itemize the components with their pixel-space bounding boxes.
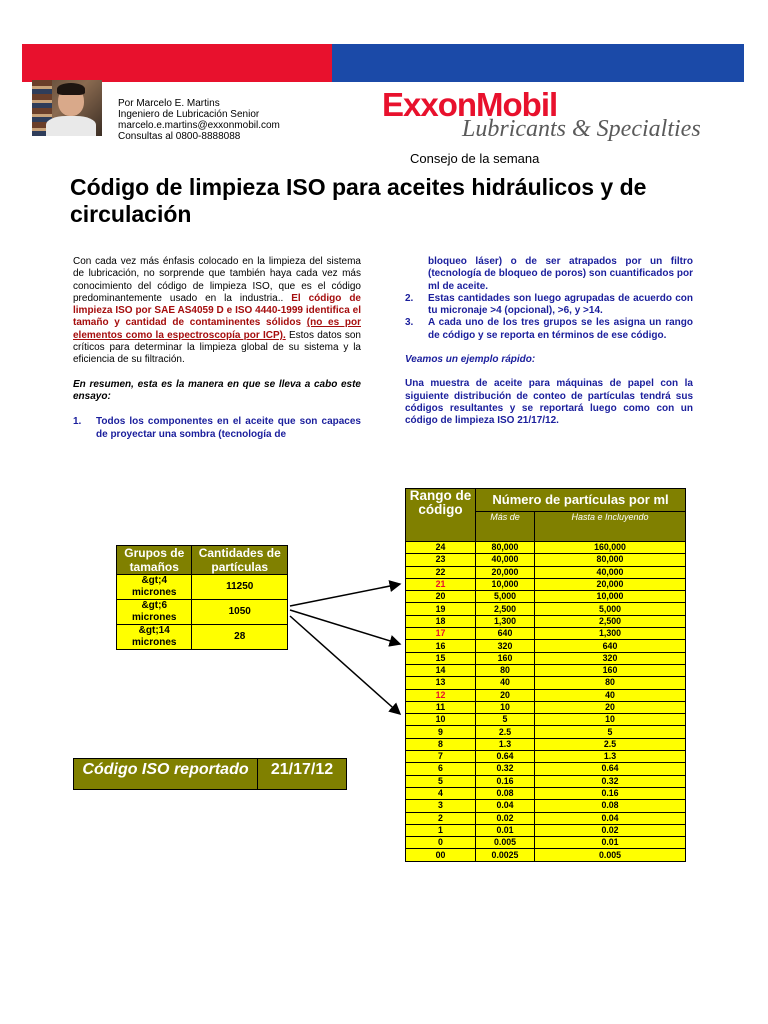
author-phone: Consultas al 0800-8888088 xyxy=(118,131,241,142)
range-from-cell: 5 xyxy=(476,714,535,726)
range-to-cell: 320 xyxy=(535,652,686,664)
table-row xyxy=(406,812,686,824)
range-from-cell: 10 xyxy=(476,701,535,713)
range-code-cell: 8 xyxy=(406,738,476,750)
range-to-cell: 0.02 xyxy=(535,824,686,836)
range-to-cell: 1.3 xyxy=(535,751,686,763)
range-to-cell: 0.32 xyxy=(535,775,686,787)
range-code-cell: 6 xyxy=(406,763,476,775)
range-code-cell: 13 xyxy=(406,677,476,689)
range-from-cell: 0.32 xyxy=(476,763,535,775)
arrow-to-code-17 xyxy=(290,610,400,644)
range-to-cell: 2,500 xyxy=(535,615,686,627)
range-code-cell: 5 xyxy=(406,775,476,787)
page-title: Código de limpieza ISO para aceites hidráulicos y de circulación xyxy=(70,174,647,227)
example-paragraph: Una muestra de aceite para máquinas de papel con la siguiente distribución de conteo de partículas tendrá sus códigos resultantes y se reportará luego como con un código de limpieza ISO 21/17/12. xyxy=(405,378,693,427)
range-code-cell: 2 xyxy=(406,812,476,824)
groups-header-size: Grupos de tamaños xyxy=(117,546,192,575)
range-code-cell: 14 xyxy=(406,664,476,676)
range-to-cell: 0.01 xyxy=(535,837,686,849)
table-row xyxy=(406,677,686,689)
range-to-cell: 10,000 xyxy=(535,591,686,603)
range-from-cell: 0.005 xyxy=(476,837,535,849)
range-code-cell: 21 xyxy=(406,578,476,590)
table-row xyxy=(406,542,686,554)
range-code-cell: 4 xyxy=(406,787,476,799)
table-row xyxy=(406,726,686,738)
range-code-cell: 24 xyxy=(406,542,476,554)
reported-iso-code xyxy=(73,758,347,790)
range-to-cell: 40 xyxy=(535,689,686,701)
range-from-cell: 1,300 xyxy=(476,615,535,627)
table-row xyxy=(406,615,686,627)
range-to-cell: 80,000 xyxy=(535,554,686,566)
table-row xyxy=(406,751,686,763)
table-row xyxy=(406,578,686,590)
example-heading: Veamos un ejemplo rápido: xyxy=(405,354,536,366)
range-from-cell: 80,000 xyxy=(476,542,535,554)
range-code-cell: 9 xyxy=(406,726,476,738)
range-code-cell: 00 xyxy=(406,849,476,861)
table-row xyxy=(406,554,686,566)
range-from-cell: 320 xyxy=(476,640,535,652)
range-to-cell: 5,000 xyxy=(535,603,686,615)
range-from-cell: 0.02 xyxy=(476,812,535,824)
table-row xyxy=(406,689,686,701)
range-from-cell: 2,500 xyxy=(476,603,535,615)
range-code-cell: 20 xyxy=(406,591,476,603)
list-item-2: 2. Estas cantidades son luego agrupadas de acuerdo con tu micronaje >4 (opcional), >6, y >14. xyxy=(405,292,693,317)
range-to-cell: 0.005 xyxy=(535,849,686,861)
range-from-cell: 0.01 xyxy=(476,824,535,836)
arrow-to-code-21 xyxy=(290,584,400,606)
intro-paragraph: Con cada vez más énfasis colocado en la limpieza del sistema de lubricación, no sorprende que también haya cada vez más conocimiento del código de limpieza ISO, que es el código predominantemente usado en la industria.. El código de limpieza ISO por SAE AS4059 D e ISO 4440-1999 identifica el tamaño y cantidad de contaminentes sólidos (no es por elementos como la espectroscopía por ICP). Estos datos son críticos para determinar la limpieza global de su sistema y la eficiencia de su filtración. xyxy=(73,256,361,366)
summary-paragraph: En resumen, esta es la manera en que se lleva a cabo este ensayo: xyxy=(73,378,361,402)
table-row xyxy=(406,591,686,603)
range-to-cell: 0.04 xyxy=(535,812,686,824)
logo-subtitle: Lubricants & Specialties xyxy=(462,116,701,142)
range-code-cell: 10 xyxy=(406,714,476,726)
range-from-cell: 20,000 xyxy=(476,566,535,578)
group-size-cell: &gt;6 micrones xyxy=(117,600,192,625)
range-code-cell: 22 xyxy=(406,566,476,578)
range-from-cell: 640 xyxy=(476,628,535,640)
group-count-cell: 1050 xyxy=(192,600,288,625)
range-from-cell: 0.04 xyxy=(476,800,535,812)
range-code-cell: 17 xyxy=(406,628,476,640)
range-header-count: Número de partículas por ml xyxy=(476,489,686,512)
range-table-body xyxy=(406,542,686,862)
table-row xyxy=(406,763,686,775)
author-name: Por Marcelo E. Martins xyxy=(118,98,220,109)
groups-header-count: Cantidades de partículas xyxy=(192,546,288,575)
range-header-to: Hasta e Incluyendo xyxy=(535,512,686,542)
range-from-cell: 2.5 xyxy=(476,726,535,738)
list-item-1-continued: bloqueo láser) o de ser atrapados por un filtro (tecnología de bloqueo de poros) son cuantificados por ml de aceite. xyxy=(428,256,693,292)
table-row xyxy=(406,714,686,726)
table-row xyxy=(406,701,686,713)
range-to-cell: 1,300 xyxy=(535,628,686,640)
range-to-cell: 5 xyxy=(535,726,686,738)
range-to-cell: 160 xyxy=(535,664,686,676)
reported-label: Código ISO reportado xyxy=(74,759,258,789)
range-code-cell: 19 xyxy=(406,603,476,615)
range-to-cell: 40,000 xyxy=(535,566,686,578)
range-to-cell: 20,000 xyxy=(535,578,686,590)
group-size-cell: &gt;4 micrones xyxy=(117,575,192,600)
range-from-cell: 40 xyxy=(476,677,535,689)
exxonmobil-logo: ExxonMobil xyxy=(382,86,558,123)
reported-value: 21/17/12 xyxy=(270,761,334,778)
table-row xyxy=(406,652,686,664)
table-row xyxy=(406,787,686,799)
range-from-cell: 40,000 xyxy=(476,554,535,566)
range-to-cell: 160,000 xyxy=(535,542,686,554)
range-from-cell: 0.08 xyxy=(476,787,535,799)
author-email[interactable]: marcelo.e.martins@exxonmobil.com xyxy=(118,120,280,131)
range-header-code: Rango de código xyxy=(406,489,476,542)
range-from-cell: 0.16 xyxy=(476,775,535,787)
table-row xyxy=(406,738,686,750)
iso-range-table xyxy=(405,488,686,862)
table-row xyxy=(406,800,686,812)
range-to-cell: 80 xyxy=(535,677,686,689)
table-row xyxy=(406,628,686,640)
range-from-cell: 80 xyxy=(476,664,535,676)
section-label: Consejo de la semana xyxy=(410,151,540,166)
range-to-cell: 2.5 xyxy=(535,738,686,750)
range-code-cell: 0 xyxy=(406,837,476,849)
range-code-cell: 3 xyxy=(406,800,476,812)
range-header-from: Más de xyxy=(476,512,535,542)
table-row xyxy=(406,640,686,652)
group-count-cell: 11250 xyxy=(192,575,288,600)
range-code-cell: 18 xyxy=(406,615,476,627)
list-item-3: 3. A cada uno de los tres grupos se les asigna un rango de código y se reporta en términos de ese código. xyxy=(405,317,693,341)
group-count-cell: 28 xyxy=(192,625,288,650)
range-code-cell: 16 xyxy=(406,640,476,652)
range-to-cell: 20 xyxy=(535,701,686,713)
range-code-cell: 1 xyxy=(406,824,476,836)
list-item-1: 1. Todos los componentes en el aceite que son capaces de proyectar una sombra (tecnología de xyxy=(73,416,361,440)
range-from-cell: 10,000 xyxy=(476,578,535,590)
table-row xyxy=(406,837,686,849)
range-to-cell: 640 xyxy=(535,640,686,652)
range-code-cell: 15 xyxy=(406,652,476,664)
range-from-cell: 20 xyxy=(476,689,535,701)
table-row xyxy=(406,603,686,615)
range-code-cell: 12 xyxy=(406,689,476,701)
range-to-cell: 0.64 xyxy=(535,763,686,775)
range-to-cell: 0.08 xyxy=(535,800,686,812)
range-from-cell: 0.64 xyxy=(476,751,535,763)
arrow-to-code-12 xyxy=(290,616,400,714)
group-size-cell: &gt;14 micrones xyxy=(117,625,192,650)
author-role: Ingeniero de Lubricación Senior xyxy=(118,109,260,120)
table-row xyxy=(406,775,686,787)
range-from-cell: 160 xyxy=(476,652,535,664)
range-code-cell: 23 xyxy=(406,554,476,566)
range-to-cell: 0.16 xyxy=(535,787,686,799)
range-code-cell: 11 xyxy=(406,701,476,713)
range-from-cell: 0.0025 xyxy=(476,849,535,861)
range-to-cell: 10 xyxy=(535,714,686,726)
range-from-cell: 5,000 xyxy=(476,591,535,603)
range-code-cell: 7 xyxy=(406,751,476,763)
table-row xyxy=(406,849,686,861)
table-row xyxy=(406,664,686,676)
range-from-cell: 1.3 xyxy=(476,738,535,750)
table-row xyxy=(406,566,686,578)
table-row xyxy=(406,824,686,836)
